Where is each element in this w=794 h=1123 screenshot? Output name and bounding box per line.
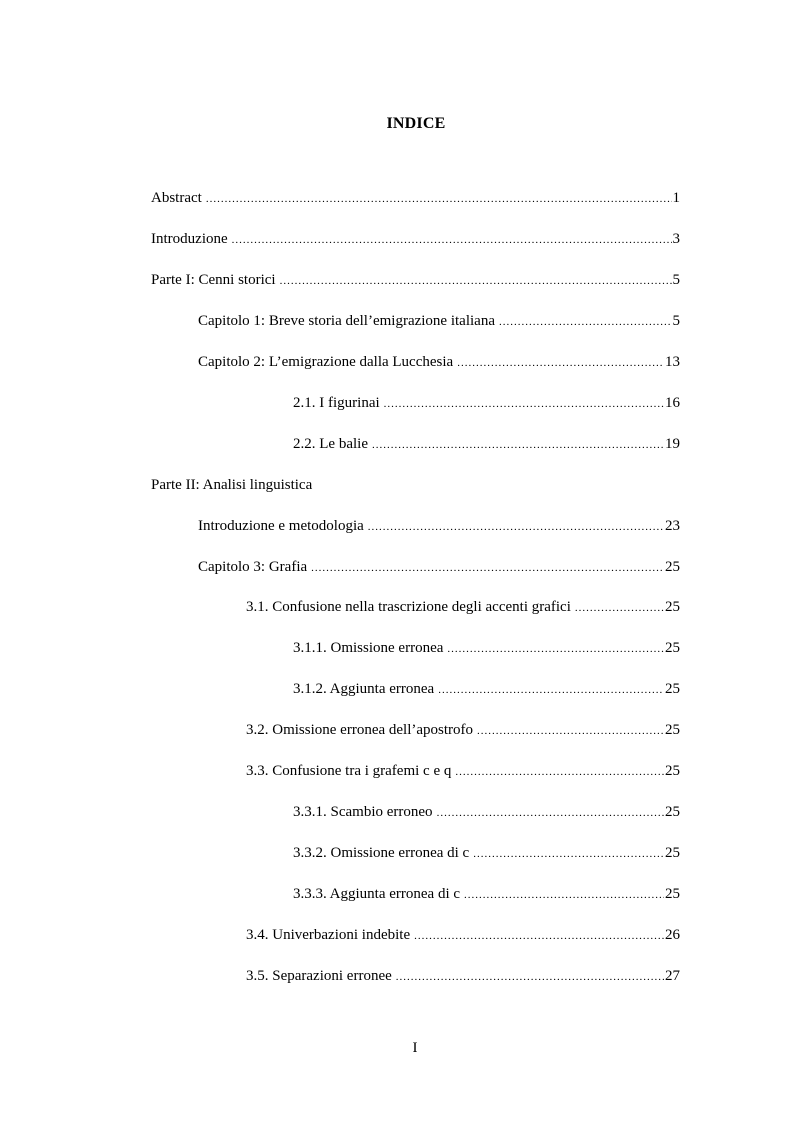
toc-entry-label: 3.3.2. Omissione erronea di c (293, 845, 470, 861)
toc-entry (293, 884, 680, 905)
dot-leader (457, 353, 664, 373)
toc-entry-page: 27 (665, 968, 680, 984)
dot-leader (477, 721, 664, 741)
toc-entry-label: 2.1. I figurinai (293, 395, 380, 411)
toc-entry-page: 25 (665, 599, 680, 615)
toc-entry (246, 761, 680, 782)
toc-entry-page: 25 (665, 640, 680, 656)
toc-entry-page: 1 (672, 190, 680, 206)
toc-entry-page: 25 (665, 804, 680, 820)
toc-entry-page: 5 (672, 313, 680, 329)
dot-leader (575, 598, 664, 618)
toc-entry-label: 2.2. Le balie (293, 436, 368, 452)
toc-entry-page: 25 (665, 845, 680, 861)
toc-entry-label: Introduzione e metodologia (198, 518, 364, 534)
toc-entry-label: Parte I: Cenni storici (151, 272, 276, 288)
toc-entry (293, 393, 680, 414)
toc-entry-page: 25 (665, 722, 680, 738)
dot-leader (499, 312, 672, 332)
toc-entry (198, 311, 680, 332)
toc-entry-label: 3.3.1. Scambio erroneo (293, 804, 433, 820)
toc-entry (293, 843, 680, 864)
toc-entry (246, 966, 680, 987)
toc-entry-page: 19 (665, 436, 680, 452)
dot-leader (437, 803, 664, 823)
dot-leader (455, 762, 664, 782)
toc-entry-label: Capitolo 1: Breve storia dell’emigrazione italiana (198, 313, 495, 329)
toc-entry-page: 25 (665, 559, 680, 575)
toc-section-heading: Parte II: Analisi linguistica (151, 477, 313, 493)
toc-entry-page: 16 (665, 395, 680, 411)
toc-entry (293, 679, 680, 700)
dot-leader (311, 558, 664, 578)
toc-entry-page: 5 (672, 272, 680, 288)
toc-entry (198, 516, 680, 537)
toc-entry (151, 270, 680, 291)
dot-leader (438, 680, 664, 700)
page-title: INDICE (386, 115, 446, 132)
toc-entry-label: 3.1.2. Aggiunta erronea (293, 681, 435, 697)
toc-entry-label: 3.5. Separazioni erronee (246, 968, 392, 984)
toc-entry-label: 3.3. Confusione tra i grafemi c e q (246, 763, 452, 779)
toc-entry-label: Abstract (151, 190, 202, 206)
dot-leader (372, 435, 664, 455)
toc-entry (246, 925, 680, 946)
dot-leader (447, 639, 664, 659)
toc-entry (198, 557, 680, 578)
dot-leader (206, 189, 672, 209)
page-number: I (412, 1040, 418, 1056)
toc-entry-page: 25 (665, 681, 680, 697)
toc-entry (293, 434, 680, 455)
toc-entry-label: 3.1.1. Omissione erronea (293, 640, 444, 656)
toc-entry (293, 638, 680, 659)
toc-entry-page: 25 (665, 886, 680, 902)
toc-entry-label: 3.4. Univerbazioni indebite (246, 927, 411, 943)
toc-entry (198, 352, 680, 373)
toc-entry-page: 25 (665, 763, 680, 779)
dot-leader (280, 271, 672, 291)
toc-entry-label: Capitolo 3: Grafia (198, 559, 308, 575)
dot-leader (464, 885, 664, 905)
toc-entry-page: 23 (665, 518, 680, 534)
toc-entry (246, 720, 680, 741)
toc-entry-label: 3.3.3. Aggiunta erronea di c (293, 886, 461, 902)
toc-entry-label: 3.2. Omissione erronea dell’apostrofo (246, 722, 474, 738)
toc-entry (151, 229, 680, 250)
dot-leader (384, 394, 664, 414)
toc-entry (151, 188, 680, 209)
toc-entry-label: Capitolo 2: L’emigrazione dalla Lucchesia (198, 354, 454, 370)
toc-entry-page: 3 (672, 231, 680, 247)
toc-entry (293, 802, 680, 823)
toc-entry-page: 13 (665, 354, 680, 370)
dot-leader (414, 926, 664, 946)
dot-leader (232, 230, 672, 250)
toc-entry-label: 3.1. Confusione nella trascrizione degli accenti grafici (246, 599, 571, 615)
toc-entry-page: 26 (665, 927, 680, 943)
dot-leader (368, 517, 664, 537)
toc-entry (246, 597, 680, 618)
toc-entry-label: Introduzione (151, 231, 228, 247)
dot-leader (396, 967, 664, 987)
dot-leader (473, 844, 664, 864)
